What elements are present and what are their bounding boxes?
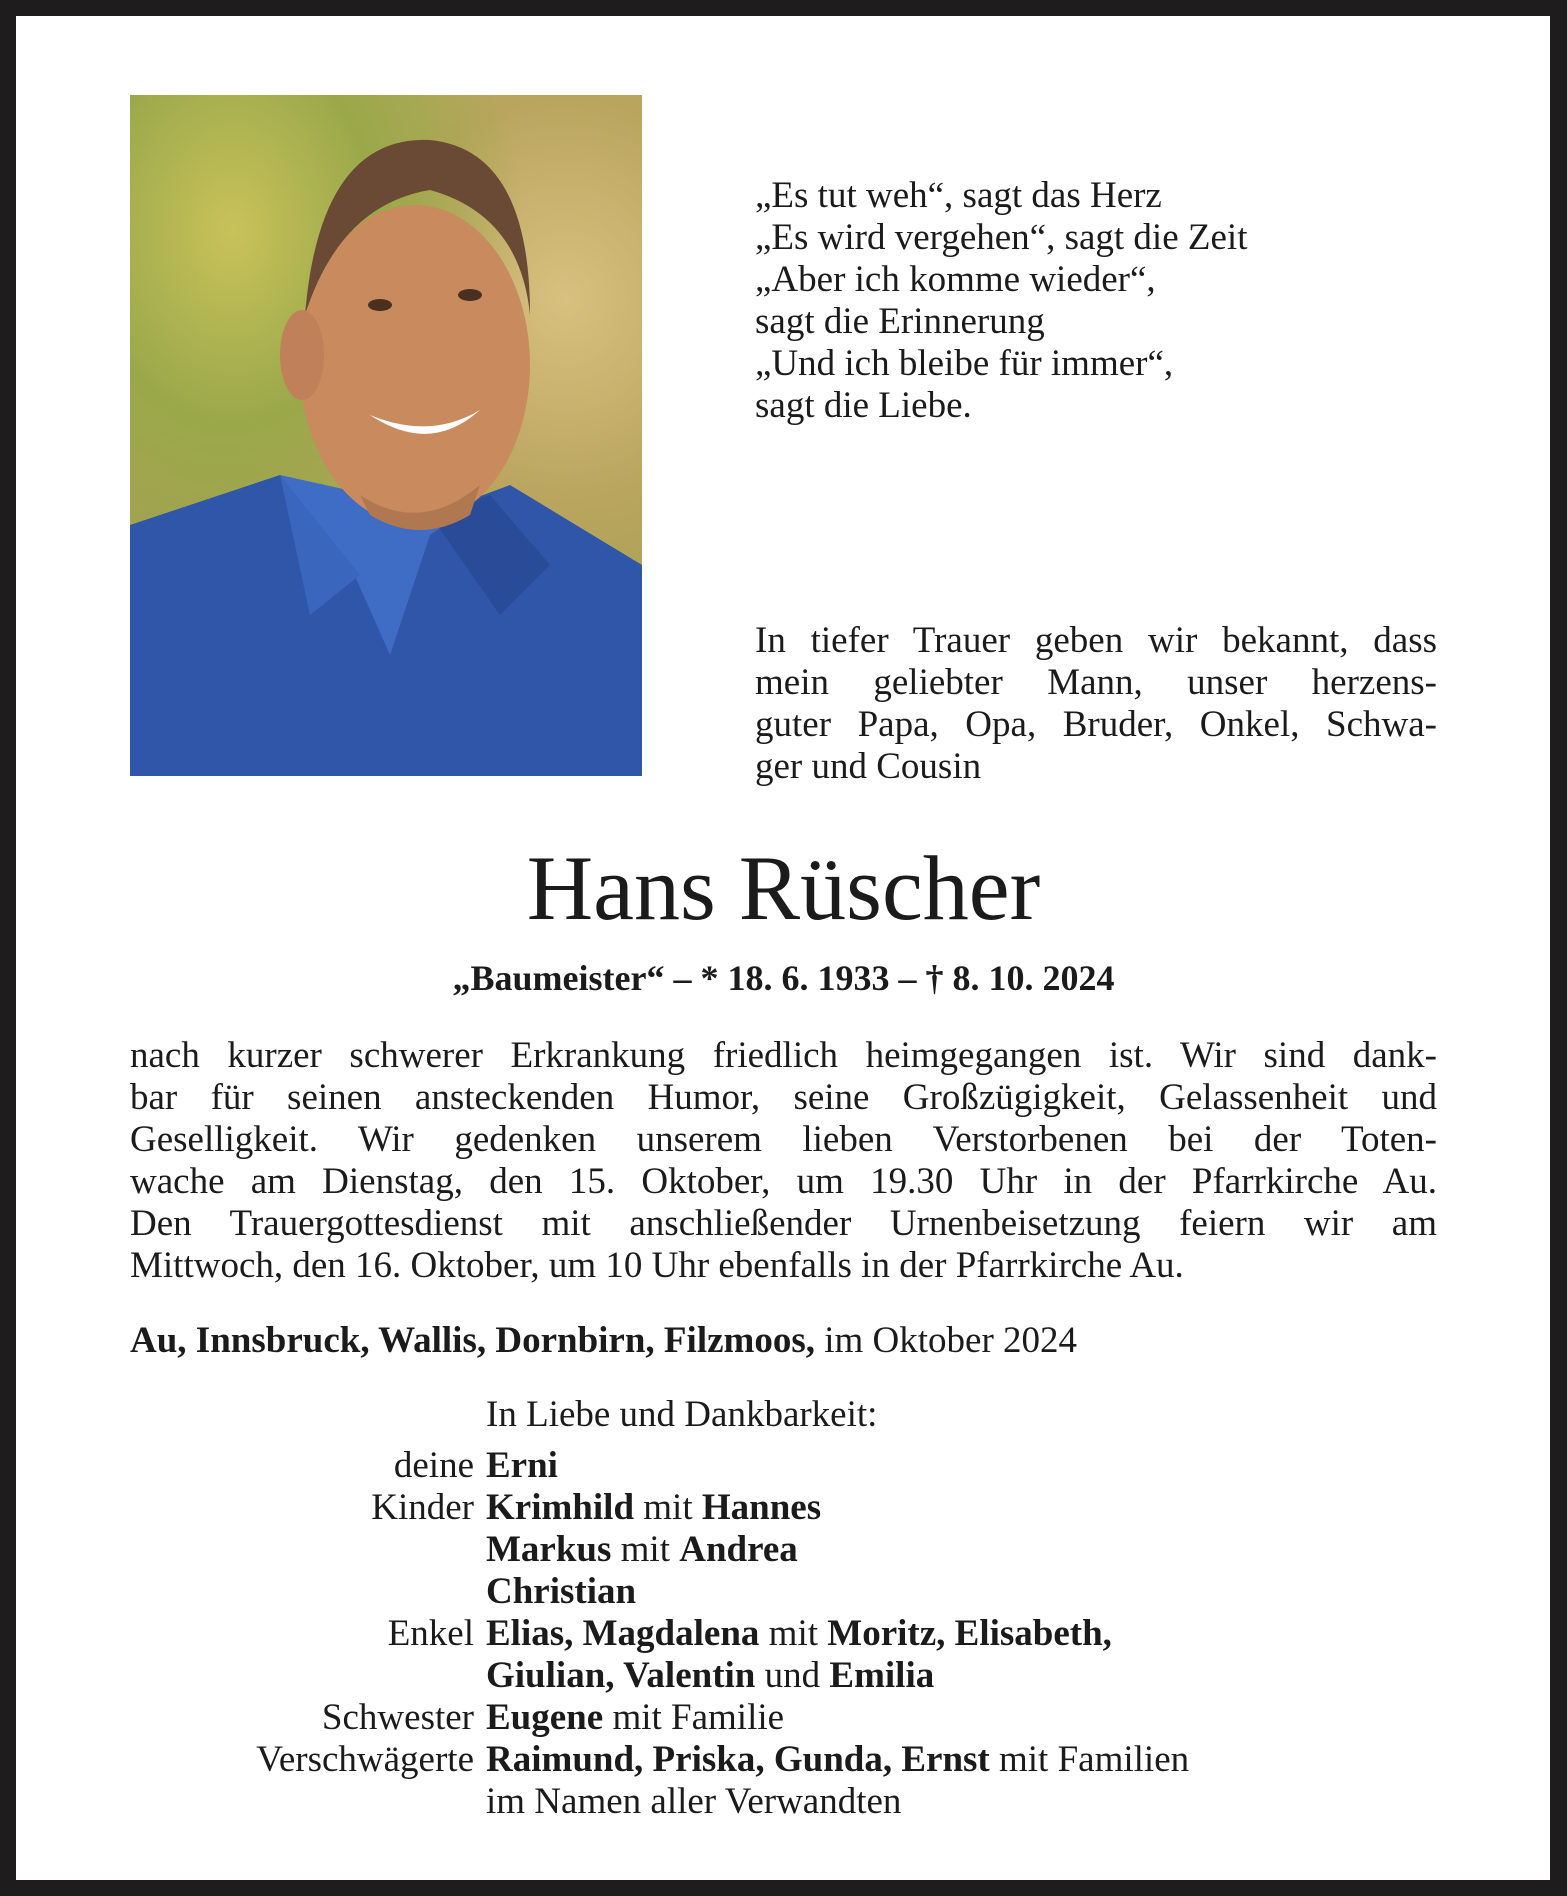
places-date-line	[130, 1320, 1077, 1362]
date-month: im Oktober 2024	[815, 1320, 1078, 1361]
family-names	[486, 1697, 784, 1739]
family-row	[130, 1445, 1189, 1487]
quote-line: „Aber ich komme wieder“,	[755, 259, 1156, 300]
relation-label	[130, 1781, 486, 1823]
family-row	[130, 1529, 1189, 1571]
relative-name: Markus	[486, 1529, 612, 1570]
family-row	[130, 1781, 1189, 1823]
connector-text: mit Familien	[989, 1739, 1190, 1780]
body-line: nach kurzer schwerer Erkrankung friedlich heimgegangen ist. Wir sind dank-	[130, 1035, 1437, 1076]
family-names	[486, 1571, 636, 1613]
body-line: Geselligkeit. Wir gedenken unserem lieben Verstorbenen bei der Toten-	[130, 1119, 1437, 1160]
quote-line: „Es tut weh“, sagt das Herz	[755, 175, 1162, 216]
relative-name: Elias, Magdalena	[486, 1613, 760, 1654]
announcement-line: guter Papa, Opa, Bruder, Onkel, Schwa-	[755, 704, 1437, 745]
relative-name: Christian	[486, 1571, 637, 1612]
relation-label: Enkel	[387, 1613, 474, 1654]
quote-line: sagt die Erinnerung	[755, 301, 1045, 342]
quote-line: „Es wird vergehen“, sagt die Zeit	[755, 217, 1248, 258]
relative-name: Moritz, Elisabeth,	[827, 1613, 1112, 1654]
relative-name: Erni	[486, 1445, 558, 1486]
connector-text: mit	[759, 1613, 828, 1654]
body-text	[130, 1035, 1437, 1287]
family-row	[130, 1487, 1189, 1529]
life-dates: „Baumeister“ – * 18. 6. 1933 – † 8. 10. 2024	[452, 958, 1115, 998]
relation-label: Kinder	[371, 1487, 474, 1528]
family-row	[130, 1571, 1189, 1613]
relative-name: Raimund, Priska, Gunda, Ernst	[486, 1739, 990, 1780]
connector-text: im Namen aller Verwandten	[486, 1781, 902, 1822]
quote-line: sagt die Liebe.	[755, 385, 972, 426]
body-line: Mittwoch, den 16. Oktober, um 10 Uhr ebenfalls in der Pfarrkirche Au.	[130, 1245, 1184, 1286]
relation-label	[130, 1571, 486, 1613]
family-row	[130, 1613, 1189, 1655]
announcement-line: ger und Cousin	[755, 746, 982, 787]
relation-label	[130, 1655, 486, 1697]
portrait-photo	[130, 95, 642, 776]
relative-name: Andrea	[679, 1529, 798, 1570]
relation-label	[130, 1529, 486, 1571]
family-names	[486, 1487, 821, 1529]
family-row	[130, 1655, 1189, 1697]
relative-name: Krimhild	[486, 1487, 635, 1528]
connector-text: mit	[611, 1529, 680, 1570]
relative-name: Giulian, Valentin	[486, 1655, 756, 1696]
connector-text: und	[755, 1655, 830, 1696]
announcement-line: mein geliebter Mann, unser herzens-	[755, 662, 1437, 703]
body-line: bar für seinen ansteckenden Humor, seine Großzügigkeit, Gelassenheit und	[130, 1077, 1437, 1118]
family-row	[130, 1697, 1189, 1739]
portrait-figure-icon	[130, 95, 642, 776]
family-names	[486, 1529, 798, 1571]
relative-name: Emilia	[829, 1655, 935, 1696]
announcement-text	[755, 620, 1437, 788]
family-names	[486, 1613, 1112, 1655]
places: Au, Innsbruck, Wallis, Dornbirn, Filzmoos,	[130, 1320, 815, 1361]
quote-line: „Und ich bleibe für immer“,	[755, 343, 1174, 384]
relation-label: Schwester	[321, 1697, 474, 1738]
relative-name: Hannes	[701, 1487, 822, 1528]
relative-name: Eugene	[486, 1697, 604, 1738]
family-names	[486, 1445, 558, 1487]
family-list	[130, 1445, 1189, 1823]
body-line: wache am Dienstag, den 15. Oktober, um 19.30 Uhr in der Pfarrkirche Au.	[130, 1161, 1437, 1202]
connector-text: mit	[634, 1487, 702, 1528]
quote-poem	[755, 175, 1247, 427]
relation-label: Verschwägerte	[256, 1739, 474, 1780]
thanks-heading: In Liebe und Dankbarkeit:	[486, 1394, 878, 1435]
family-names	[486, 1781, 901, 1823]
family-row	[130, 1739, 1189, 1781]
announcement-line: In tiefer Trauer geben wir bekannt, dass	[755, 620, 1437, 661]
deceased-name: Hans Rüscher	[526, 837, 1041, 939]
relation-label: deine	[393, 1445, 474, 1486]
family-names	[486, 1655, 934, 1697]
body-line: Den Trauergottesdienst mit anschließender Urnenbeisetzung feiern wir am	[130, 1203, 1437, 1244]
family-names	[486, 1739, 1189, 1781]
connector-text: mit Familie	[603, 1697, 785, 1738]
